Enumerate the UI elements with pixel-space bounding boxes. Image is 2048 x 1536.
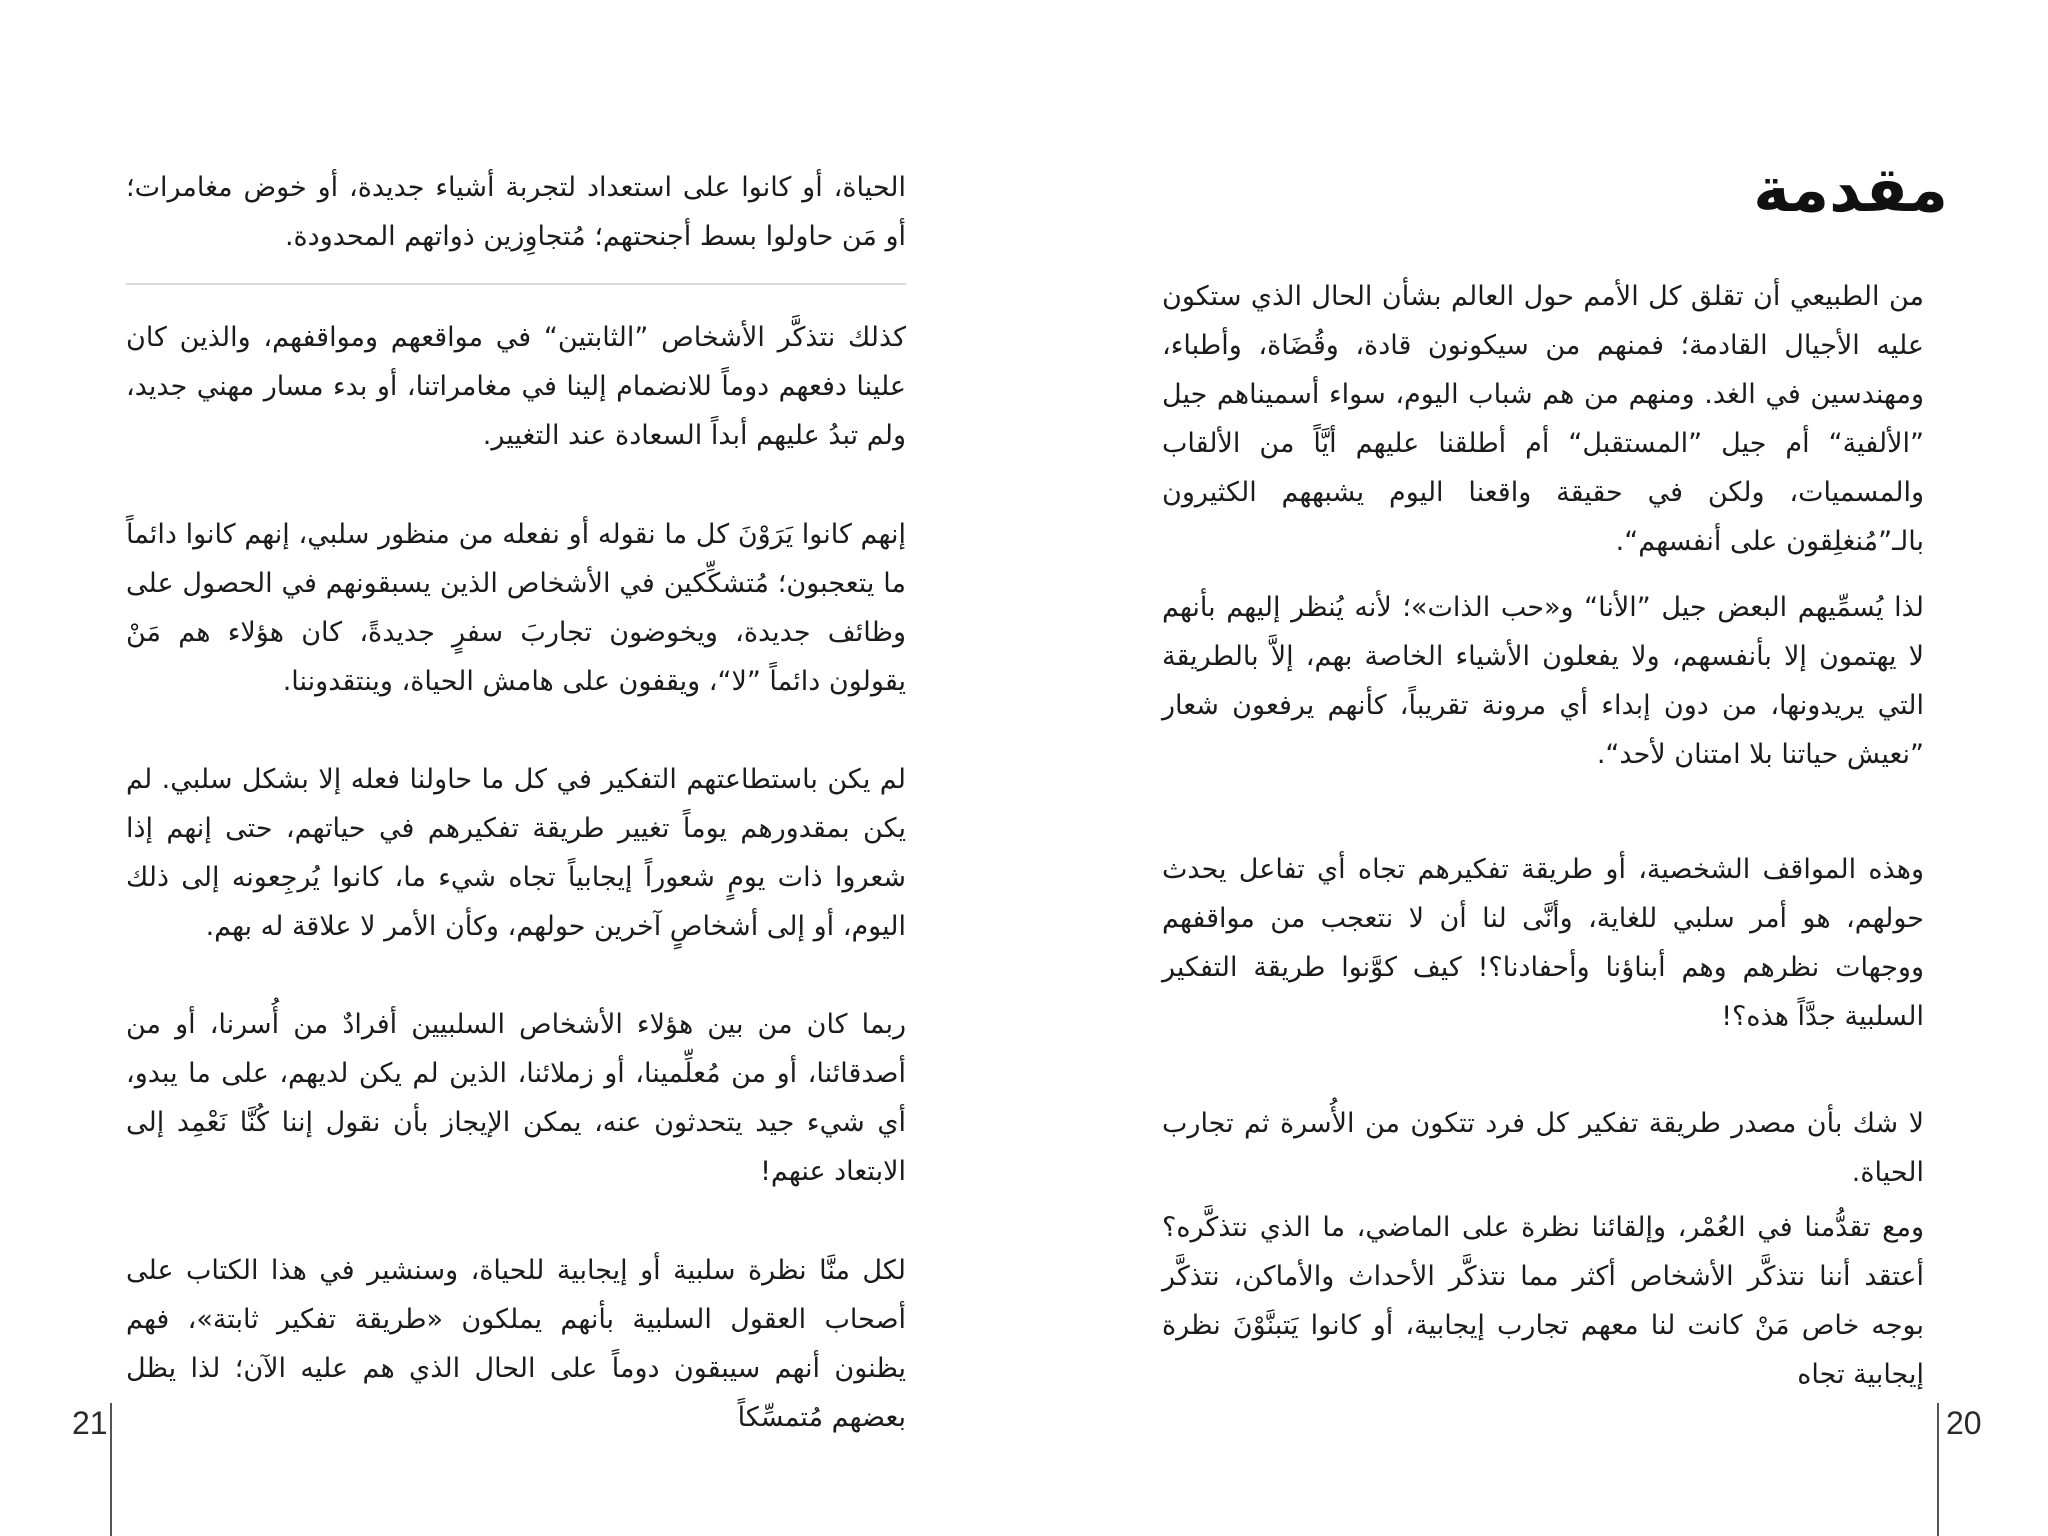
page-number-right: 20 bbox=[1946, 1405, 1982, 1441]
left-paragraph-4: ربما كان من بين هؤلاء الأشخاص السلبيين أفرادٌ من أُسرنا، أو من أصدقائنا، أو من مُعلِّمينا، أو زملائنا، الذين لم يكن لديهم، على ما يبدو، أي شيء جيد يتحدثون عنه، يمكن الإيجاز بأن نقول إننا كُنَّا نَعْمِد إلى الابتعاد عنهم! bbox=[126, 1009, 906, 1187]
page-number-left: 21 bbox=[72, 1405, 108, 1441]
right-paragraph-2: لذا يُسمِّيهم البعض جيل ”الأنا“ و«حب الذات»؛ لأنه يُنظر إليهم بأنهم لا يهتمون إلا بأنفسهم، ولا يفعلون الأشياء الخاصة بهم، إلاَّ بالطريقة التي يريدونها، من دون إبداء أي مرونة تقريباً، كأنهم يرفعون شعار ”نعيش حياتنا بلا امتنان لأحد“. bbox=[1162, 592, 1924, 770]
right-paragraph-4: لا شك بأن مصدر طريقة تفكير كل فرد تتكون من الأُسرة ثم تجارب الحياة. bbox=[1162, 1108, 1924, 1188]
right-paragraph-5: ومع تقدُّمنا في العُمْر، وإلقائنا نظرة على الماضي، ما الذي نتذكَّره؟ أعتقد أننا نتذكَّر الأشخاص أكثر مما نتذكَّر الأحداث والأماكن، نتذكَّر بوجه خاص مَنْ كانت لنا معهم تجارب إيجابية، أو كانوا يَتبنَّوْنَ نظرة إيجابية تجاه bbox=[1162, 1212, 1924, 1390]
left-paragraph-1: كذلك نتذكَّر الأشخاص ”الثابتين“ في مواقعهم ومواقفهم، والذين كان علينا دفعهم دوماً للانضمام إلينا في مغامراتنا، أو بدء مسار مهني جديد، ولم تبدُ عليهم أبداً السعادة عند التغيير. bbox=[126, 322, 906, 451]
left-top-paragraph: الحياة، أو كانوا على استعداد لتجربة أشياء جديدة، أو خوض مغامرات؛ أو مَن حاولوا بسط أجنحتهم؛ مُتجاوِزين ذواتهم المحدودة. bbox=[126, 172, 906, 252]
right-paragraph-3: وهذه المواقف الشخصية، أو طريقة تفكيرهم تجاه أي تفاعل يحدث حولهم، هو أمر سلبي للغاية، وأنَّى لنا أن لا نتعجب من مواقفهم ووجهات نظرهم وهم أبناؤنا وأحفادنا؟! كيف كوَّنوا طريقة التفكير السلبية جدَّاً هذه؟! bbox=[1162, 854, 1924, 1032]
page-number-rule-left bbox=[110, 1403, 112, 1536]
right-paragraph-1: من الطبيعي أن تقلق كل الأمم حول العالم بشأن الحال الذي ستكون عليه الأجيال القادمة؛ فمنهم من سيكونون قادة، وقُضَاة، وأطباء، ومهندسين في الغد. ومنهم من هم شباب اليوم، سواء أسميناهم جيل ”الألفية“ أم جيل ”المستقبل“ أم أطلقنا عليهم أيَّاً من الألقاب والمسميات، ولكن في حقيقة واقعنا اليوم يشبههم الكثيرون بالـ”مُنغلِقون على أنفسهم“. bbox=[1162, 281, 1924, 557]
left-paragraph-3: لم يكن باستطاعتهم التفكير في كل ما حاولنا فعله إلا بشكل سلبي. لم يكن بمقدورهم يوماً تغيير طريقة تفكيرهم في حياتهم، حتى إنهم إذا شعروا ذات يومٍ شعوراً إيجابياً تجاه شيء ما، كانوا يُرجِعونه إلى ذلك اليوم، أو إلى أشخاصٍ آخرين حولهم، وكأن الأمر لا علاقة له بهم. bbox=[126, 764, 906, 942]
chapter-title: مقدمة bbox=[1753, 153, 1948, 226]
left-paragraph-5: لكل منَّا نظرة سلبية أو إيجابية للحياة، وسنشير في هذا الكتاب على أصحاب العقول السلبية بأنهم يملكون «طريقة تفكير ثابتة»، فهم يظنون أنهم سيبقون دوماً على الحال الذي هم عليه الآن؛ لذا يظل بعضهم مُتمسِّكاً bbox=[126, 1255, 906, 1433]
section-divider bbox=[126, 283, 906, 285]
page-number-rule-right bbox=[1937, 1403, 1939, 1536]
left-paragraph-2: إنهم كانوا يَرَوْنَ كل ما نقوله أو نفعله من منظور سلبي، إنهم كانوا دائماً ما يتعجبون؛ مُتشكِّكين في الأشخاص الذين يسبقونهم في الحصول على وظائف جديدة، ويخوضون تجاربَ سفرٍ جديدةً، كان هؤلاء هم مَنْ يقولون دائماً ”لا“، ويقفون على هامش الحياة، وينتقدوننا. bbox=[126, 519, 906, 697]
